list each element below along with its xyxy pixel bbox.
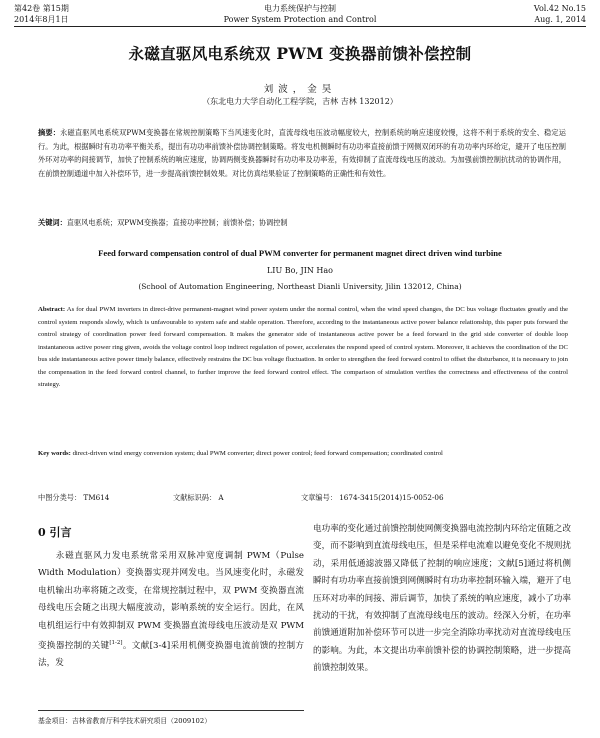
abstract-en-label: Abstract: [38, 306, 66, 313]
keywords-en-label: Key words: [38, 450, 71, 457]
authors-en: LIU Bo, JIN Hao [266, 266, 333, 275]
document-code: 文献标识码： A [173, 493, 224, 502]
citation-ref: [1-2] [109, 640, 123, 647]
body-left-text-cont: 。文献[3-4]采用机侧变换器电流前馈的控制方法，发 [38, 640, 304, 669]
affiliation-en: (School of Automation Engineering, Northeast Dianli University, Jilin 132012, China) [138, 282, 462, 291]
abstract-cn-label: 摘要： [38, 128, 61, 137]
abstract-cn [38, 126, 566, 181]
keywords-cn-text: 直驱风电系统；双PWM变换器；直接功率控制；前馈补偿；协调控制 [66, 218, 288, 227]
keywords-cn [38, 218, 566, 228]
affiliation-cn: （东北电力大学自动化工程学院，吉林 吉林 132012） [202, 97, 398, 106]
keywords-en-text: direct-driven wind energy conversion system; dual PWM converter; direct power control; feed forward compensation; coordinated control [70, 450, 443, 457]
abstract-cn-text: 永磁直驱风电系统双PWM变换器在常规控制策略下当风速变化时，直流母线电压波动幅度较大，控制系统的响应速度较慢，这将不利于系统的安全、稳定运行。为此，根据瞬时有功功率平衡关系，提出有功功率前馈补偿协调控制策略。将发电机侧瞬时有功功率直接前馈于网侧双闭环的有功功率内环给定，避开了电压控制外环对功率的间接调节，加快了控制系统的响应速度，协调两侧变换器瞬时有功功率及功率差，有效抑制了直流母线电压的波动。为加强前馈控制抗扰动的协调作用，在前馈控制通道中加入补偿环节，进一步提高前馈控制效果。对比仿真结果验证了控制策略的正确性和有效性。 [38, 128, 566, 179]
keywords-cn-label: 关键词： [38, 218, 67, 227]
abstract-en [38, 304, 568, 392]
paper-title-cn: 永磁直驱风电系统双 PWM 变换器前馈补偿控制 [128, 44, 472, 63]
keywords-en [38, 447, 568, 461]
header-volume-en: Vol.42 No.15 Aug. 1, 2014 [533, 4, 586, 24]
body-column-left [38, 548, 304, 673]
section-heading-introduction: 0 引言 [38, 526, 72, 539]
header-volume-cn: 第42卷 第15期 2014年8月1日 [14, 4, 69, 24]
body-column-right: 电功率的变化通过前馈控制使网侧变换器电流控制内环给定值随之改变，而不影响到直流母线电压，但是采样电流难以避免变化不规则扰动，采用低通滤波器又降低了控制的响应速度；文献[5]通过将机侧瞬时有功功率直接前馈到网侧瞬时有功功率控制环输入端，避开了电压环对功率的间接、滞后调节，加快了系统的响应速度，减小了功率扰动的干扰，有效抑制了直流母线电压的波动。经深入分析，在功率前馈通道附加补偿环节可以进一步完全消除功率扰动对直流母线电压的影响。为此，本文提出功率前馈补偿的协调控制策略，进一步提高前馈控制效果。 [313, 524, 571, 674]
header-journal-name: 电力系统保护与控制 Power System Protection and Control [223, 4, 377, 24]
body-left-text: 永磁直驱风力发电系统常采用双脉冲宽度调制 PWM（Pulse Width Modulation）变换器实现并网发电。当风速变化时，永磁发电机输出功率将随之改变，在常规控制过程中，双 PWM 变换器直流母线电压会随之出现大幅度波动，影响系统的安全运行。因此，在风电机组运行中有效抑制双 PWM 变换器直流母线电压波动是双 PWM 变换器控制的关键 [38, 551, 304, 651]
paper-title-en: Feed forward compensation control of dual PWM converter for permanent magnet direct driven wind turbine [98, 248, 502, 258]
funding-footnote: 基金项目：吉林省教育厅科学技术研究项目（2009102） [38, 710, 304, 725]
clc-number: 中图分类号： TM614 [38, 493, 110, 502]
authors-cn: 刘波，金昊 [263, 84, 337, 95]
running-header [14, 2, 586, 27]
article-number: 文章编号： 1674-3415(2014)15-0052-06 [301, 493, 444, 502]
abstract-en-text: As for dual PWM inverters in direct-drive permanent-magnet wind power system under the normal control, when the wind speed changes, the DC bus voltage fluctuates greatly and the control system responds slowly, which is unfavourable to system safe and stable operation. Therefore, according to the instantaneous active power balance relationship, this paper puts forward the control strategy of coordination power feed forward compensation. It makes the generator side of instantaneous active power be a feed forward in the grid side converter of double loop instantaneous active power ring given, avoids the voltage control loop indirect regulation of power, accelerates the respond speed of control system. Moreover, it achieves the coordination of the DC bus side instantaneous active power timely balance, effectively restrains the DC bus voltage fluctuation. In order to strengthen the feed forward control to offset the disturbance, it is necessary to join the compensation in the feed forward control channel, to further improve the feed forward control effect. The comparison of simulation verifies the correctness and effectiveness of the control strategy. [38, 306, 568, 388]
